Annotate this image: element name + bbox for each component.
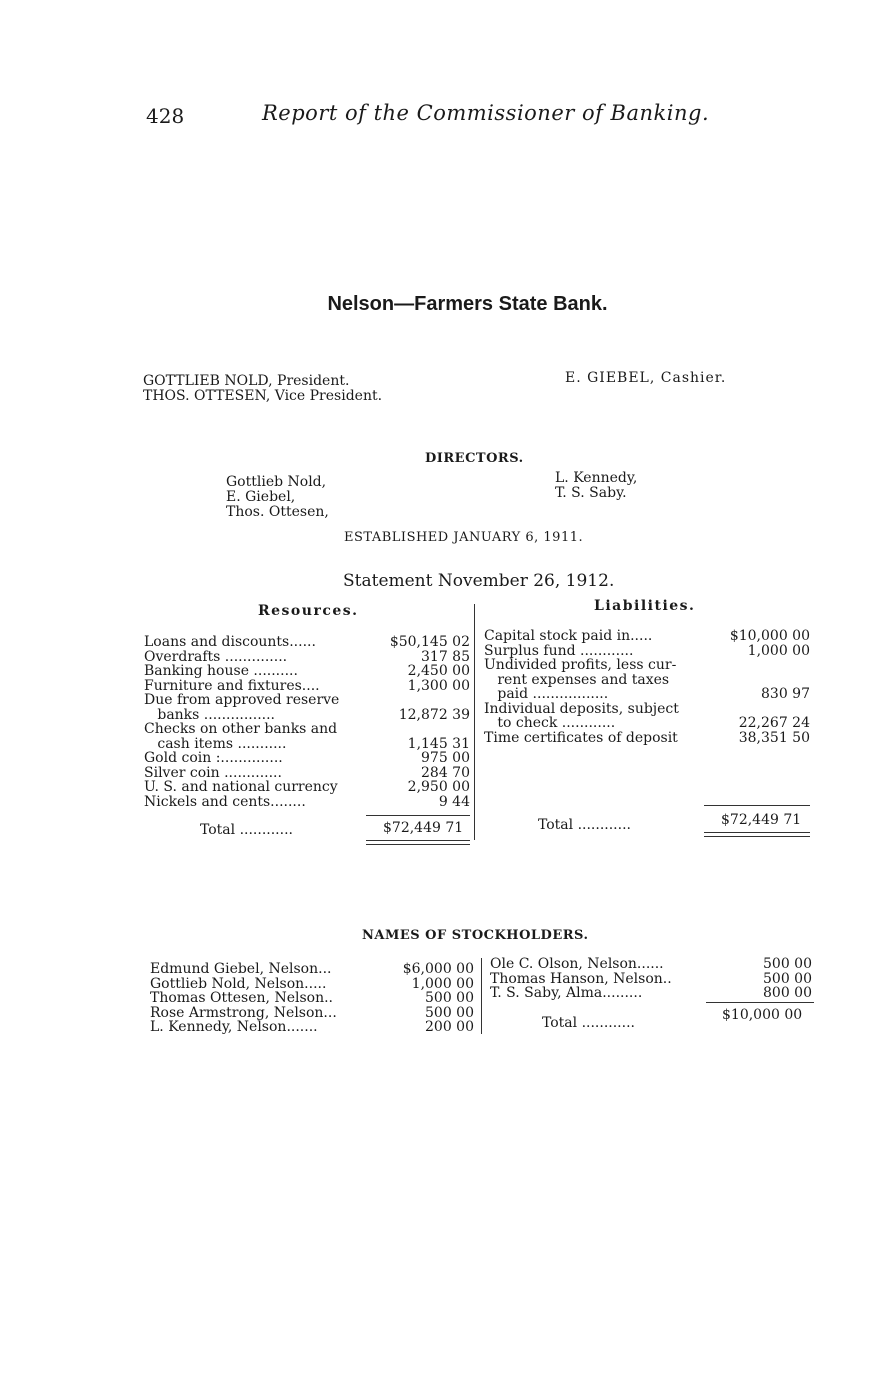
list-item [150,977,476,992]
stockholder-amount: $6,000 00 [402,961,474,977]
table-row [484,731,814,746]
row-amount: 830 97 [761,686,810,702]
subtotal-rule [704,805,810,806]
statement-date: Statement November 26, 1912. [343,571,615,591]
row-amount: 1,000 00 [747,642,810,659]
row-amount: 284 70 [421,764,470,781]
row-label: Overdrafts .............. [144,648,288,665]
table-row [144,722,474,737]
liabilities-heading: Liabilities. [594,598,696,614]
stockholder-name: Thomas Hanson, Nelson.. [490,970,672,987]
table-row [144,679,474,694]
stockholders-right [490,957,814,1001]
liabilities-total: $72,449 71 [721,812,802,828]
row-label: U. S. and national currency [144,779,338,795]
list-item [490,957,814,972]
row-label: Due from approved reserve [144,692,340,708]
row-label: Nickels and cents........ [144,793,306,810]
table-row [144,780,474,795]
directors-right [555,471,637,501]
director-name: Thos. Ottesen, [226,504,329,520]
row-amount: 1,145 31 [407,735,470,752]
row-label: Undivided profits, less cur- [484,657,677,673]
stockholder-amount: 200 00 [425,1019,474,1035]
row-amount: 38,351 50 [738,729,810,746]
column-divider [481,958,482,1034]
total-double-rule [366,840,470,845]
resources-total-label: Total ............ [200,822,293,838]
row-amount: 22,267 24 [738,715,810,731]
total-double-rule [704,832,810,837]
stockholder-name: Edmund Giebel, Nelson... [150,961,332,977]
row-label: Individual deposits, subject [484,700,679,717]
row-amount: 1,300 00 [407,677,470,694]
list-item [150,991,476,1006]
table-row [144,693,474,708]
directors-heading: DIRECTORS. [425,451,524,466]
liabilities-total-label: Total ............ [538,817,631,833]
row-label: paid ................. [484,686,609,702]
officers-left [143,374,382,404]
stockholder-name: Rose Armstrong, Nelson... [150,1004,337,1021]
row-label: rent expenses and taxes [484,671,670,688]
directors-left [226,475,329,520]
row-label: Surplus fund ............ [484,642,634,659]
officer-president: GOTTLIEB NOLD, President. [143,373,350,389]
resources-heading: Resources. [258,603,359,619]
liabilities-table [484,629,814,745]
list-item [490,972,814,987]
row-label: Furniture and fixtures.... [144,677,320,694]
row-amount: 2,950 00 [407,779,470,795]
stockholder-name: L. Kennedy, Nelson....... [150,1019,318,1035]
row-amount: $50,145 02 [389,634,470,650]
row-label: Capital stock paid in..... [484,628,653,644]
list-item [150,962,476,977]
list-item [150,1020,476,1035]
stockholder-amount: 800 00 [763,985,812,1001]
column-divider [474,604,475,840]
row-label: Time certificates of deposit [484,729,678,746]
list-item [150,1006,476,1021]
stockholder-name: Thomas Ottesen, Nelson.. [150,990,333,1006]
stockholder-amount: 500 00 [763,970,812,987]
stockholder-amount: 500 00 [425,1004,474,1021]
bank-title: Nelson—Farmers State Bank. [327,293,608,315]
stockholders-heading: NAMES OF STOCKHOLDERS. [362,928,589,943]
row-label: Checks on other banks and [144,721,338,737]
table-row [144,795,474,810]
row-label: to check ............ [484,715,616,731]
row-amount: 2,450 00 [407,663,470,679]
row-amount: 317 85 [421,648,470,665]
director-name: L. Kennedy, [555,470,638,486]
row-label: Loans and discounts...... [144,634,316,650]
stockholder-amount: 1,000 00 [411,975,474,992]
table-row [144,650,474,665]
table-row [484,716,814,731]
table-row [144,737,474,752]
stockholders-total-label: Total ............ [542,1015,635,1031]
resources-table [144,635,474,809]
running-title: Report of the Commissioner of Banking. [262,101,710,125]
table-row [144,664,474,679]
officer-cashier: E. GIEBEL, Cashier. [565,370,727,386]
stockholders-total: $10,000 00 [722,1007,803,1023]
row-amount: 975 00 [421,750,470,766]
resources-total: $72,449 71 [383,820,464,836]
stockholder-amount: 500 00 [425,990,474,1006]
stockholder-name: T. S. Saby, Alma......... [490,985,643,1001]
row-label: Silver coin ............. [144,764,282,781]
subtotal-rule [706,1002,814,1003]
stockholder-name: Ole C. Olson, Nelson...... [490,956,664,972]
row-amount: 12,872 39 [398,706,470,723]
director-name: T. S. Saby. [555,485,627,501]
stockholders-left [150,962,476,1035]
subtotal-rule [366,815,470,816]
table-row [144,751,474,766]
row-amount: $10,000 00 [729,628,810,644]
row-amount: 9 44 [438,793,470,810]
officer-vice-president: THOS. OTTESEN, Vice President. [143,388,383,404]
table-row [144,766,474,781]
table-row [484,702,814,717]
table-row [144,635,474,650]
table-row [484,658,814,673]
page-number: 428 [146,104,185,128]
table-row [484,629,814,644]
row-label: Gold coin :.............. [144,750,283,766]
director-name: E. Giebel, [226,489,296,505]
table-row [484,687,814,702]
stockholder-name: Gottlieb Nold, Nelson..... [150,975,327,992]
established-date: ESTABLISHED JANUARY 6, 1911. [344,530,584,545]
list-item [490,986,814,1001]
table-row [484,644,814,659]
table-row [484,673,814,688]
stockholder-amount: 500 00 [763,956,812,972]
table-row [144,708,474,723]
row-label: cash items ........... [144,735,287,752]
director-name: Gottlieb Nold, [226,474,327,490]
row-label: Banking house .......... [144,663,298,679]
row-label: banks ................ [144,706,275,723]
